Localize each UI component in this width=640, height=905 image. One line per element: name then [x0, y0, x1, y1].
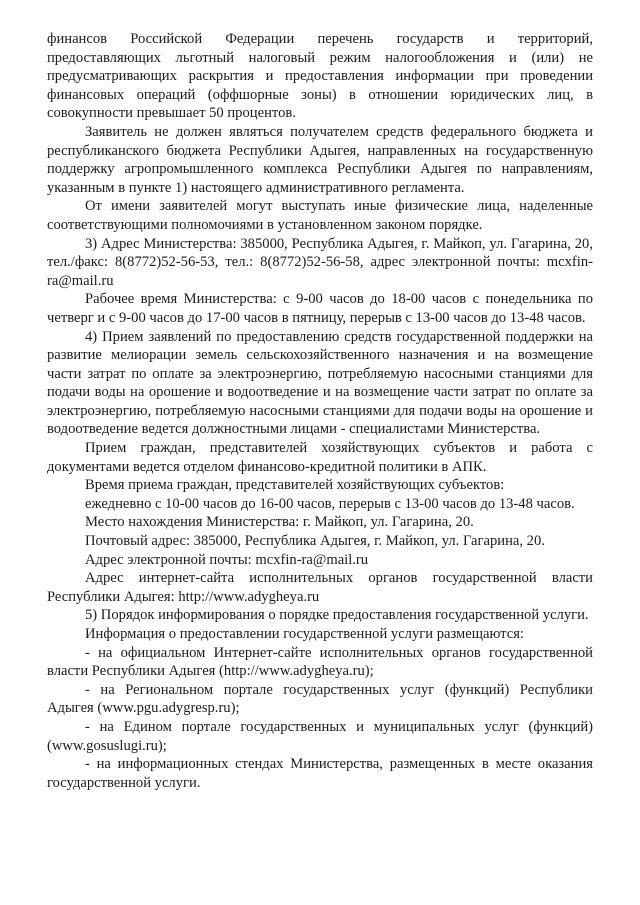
document-page — [47, 30, 593, 792]
paragraph-reception-time-heading: Время приема граждан, представителей хозяйствующих субъектов: — [85, 477, 505, 494]
paragraph-postal-address: Почтовый адрес: 385000, Республика Адыгея, г. Майкоп, ул. Гагарина, 20. — [85, 533, 545, 550]
paragraph-informing-procedure: 5) Порядок информирования о порядке предоставления государственной услуги. — [85, 607, 589, 624]
paragraph-budget-requirement: Заявитель не должен являться получателем средств федерального бюджета и республиканского бюджета Республики Адыгея, направленных на государственную поддержку агропромышленного комплекса Республики Адыгея по направлениям, указанным в пункте 1) настоящего административного регламента. — [47, 123, 593, 196]
paragraph-application-reception: 4) Прием заявлений по предоставлению средств государственной поддержки на развитие мелиорации земель сельскохозяйственного назначения и на возмещение части затрат по оплате за электроэнергию, потребляемую насосными станциями для подачи воды на орошение и водоотведение и на возмещение части затрат по оплате за электроэнергию, потребляемую насосными станциями для подачи воды на орошение и водоотведение ведется должностными лицами - специалистами Министерства. — [47, 328, 593, 438]
list-item-official-site: - на официальном Интернет-сайте исполнительных органов государственной власти Республики Адыгея (http://www.adygheya.ru); — [47, 644, 593, 680]
paragraph-ministry-address: 3) Адрес Министерства: 385000, Республика Адыгея, г. Майкоп, ул. Гагарина, 20, тел./факс: 8(8772)52-56-53, тел.: 8(8772)52-56-58, адрес электронной почты: mcxfin-ra@mail.ru — [47, 235, 593, 289]
paragraph-information-placement: Информация о предоставлении государственной услуги размещаются: — [85, 626, 524, 642]
paragraph-reception-time: ежедневно с 10-00 часов до 16-00 часов, перерыв с 13-00 часов до 13-48 часов. — [85, 495, 575, 512]
paragraph-representatives: От имени заявителей могут выступать иные физические лица, наделенные соответствующими полномочиями в установленном законом порядке. — [47, 198, 593, 233]
paragraph-email: Адрес электронной почты: mcxfin-ra@mail.ru — [85, 551, 369, 568]
paragraph-location: Место нахождения Министерства: г. Майкоп, ул. Гагарина, 20. — [85, 514, 474, 531]
paragraph-offshore-continuation: финансов Российской Федерации перечень государств и территорий, предоставляющих льготный налоговый режим налогообложения и (или) не предусматривающих раскрытия и предоставления информации при проведении финансовых операций (оффшорные зоны) в отношении юридических лиц, в совокупности превышает 50 процентов. — [47, 31, 593, 122]
paragraph-reception-department: Прием граждан, представителей хозяйствующих субъектов и работа с документами ведется отделом финансово-кредитной политики в АПК. — [47, 440, 593, 475]
list-item-unified-portal: - на Едином портале государственных и муниципальных услуг (функций) (www.gosuslugi.ru); — [47, 718, 593, 754]
list-item-regional-portal: - на Региональном портале государственных услуг (функций) Республики Адыгея (www.pgu.adygresp.ru); — [47, 681, 593, 717]
list-item-info-stands: - на информационных стендах Министерства, размещенных в месте оказания государственной услуги. — [47, 756, 593, 791]
paragraph-working-hours: Рабочее время Министерства: с 9-00 часов до 18-00 часов с понедельника по четверг и с 9-00 часов до 17-00 часов в пятницу, перерыв с 13-00 часов до 13-48 часов. — [47, 291, 593, 326]
paragraph-website: Адрес интернет-сайта исполнительных органов государственной власти Республики Адыгея: http://www.adygheya.ru — [47, 570, 593, 605]
